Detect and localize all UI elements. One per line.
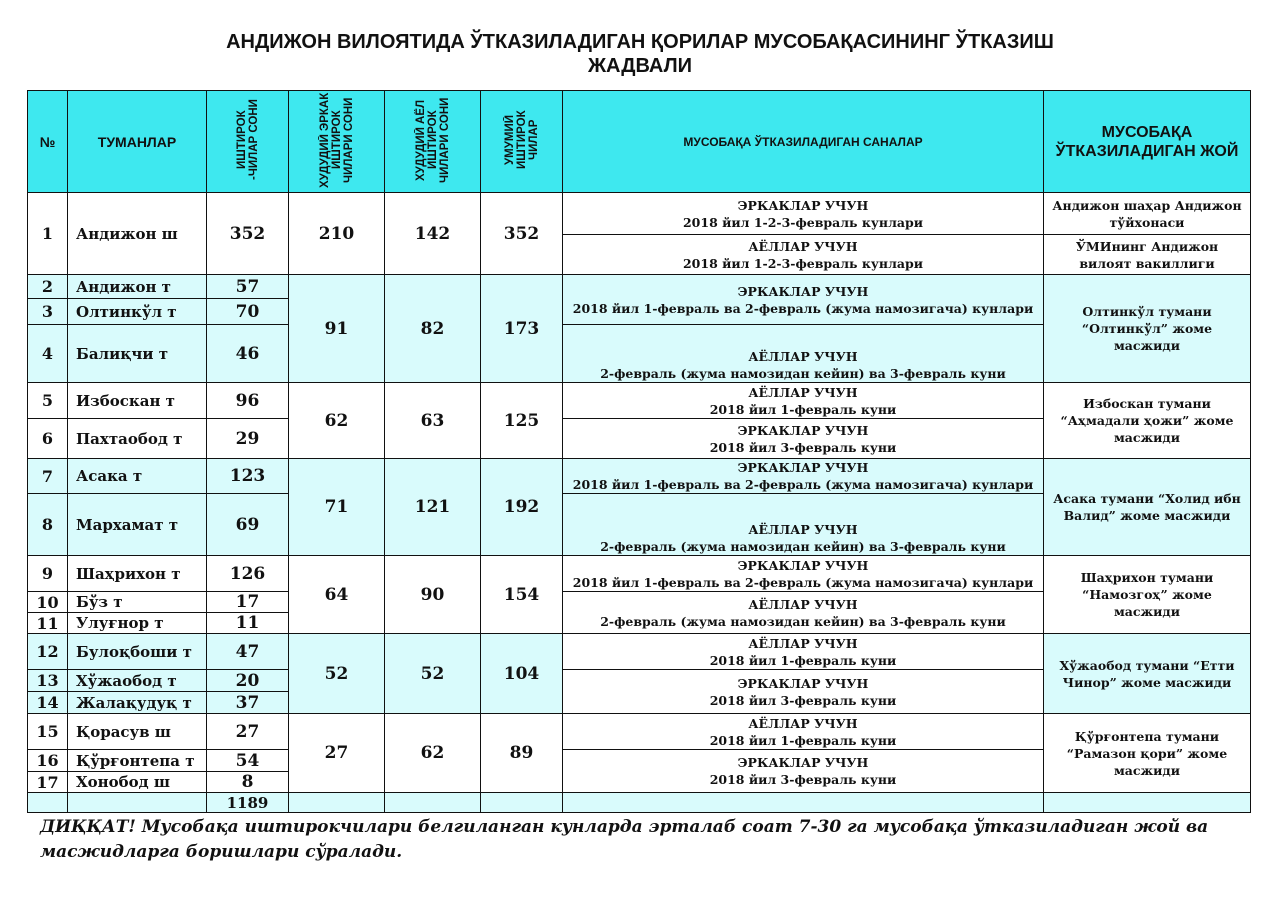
table-row <box>28 714 1251 750</box>
group-date: АЁЛЛАР УЧУН 2-февраль (жума намозидан кейин) ва 3-февраль куни <box>563 494 1044 556</box>
group-female: 82 <box>385 275 481 383</box>
group-female: 63 <box>385 383 481 459</box>
row-count: 20 <box>207 670 289 692</box>
group-date: АЁЛЛАР УЧУН 2018 йил 1-февраль куни <box>563 714 1044 750</box>
row-count: 126 <box>207 556 289 592</box>
row-district: Андижон ш <box>68 193 207 275</box>
header-female <box>385 91 481 193</box>
group-male: 210 <box>289 193 385 275</box>
group-total: 89 <box>481 714 563 793</box>
row-count: 11 <box>207 613 289 634</box>
header-total <box>481 91 563 193</box>
row-district: Пахтаобод т <box>68 419 207 459</box>
total-empty <box>1044 793 1251 813</box>
row-count: 352 <box>207 193 289 275</box>
group-male: 62 <box>289 383 385 459</box>
header-male <box>289 91 385 193</box>
group-male: 71 <box>289 459 385 556</box>
total-empty <box>289 793 385 813</box>
group-male: 91 <box>289 275 385 383</box>
row-num: 5 <box>28 383 68 419</box>
group-total: 104 <box>481 634 563 714</box>
document-title <box>0 30 1280 78</box>
row-num: 14 <box>28 692 68 714</box>
group-date: ЭРКАКЛАР УЧУН 2018 йил 1-2-3-февраль кунлари <box>563 193 1044 235</box>
group-place: Шаҳрихон тумани “Намозгоҳ” жоме масжиди <box>1044 556 1251 634</box>
group-date: ЭРКАКЛАР УЧУН 2018 йил 1-февраль ва 2-февраль (жума намозигача) кунлари <box>563 459 1044 494</box>
row-district: Жалақудуқ т <box>68 692 207 714</box>
title-line-1: АНДИЖОН ВИЛОЯТИДА ЎТКАЗИЛАДИГАН ҚОРИЛАР МУСОБАҚАСИНИНГ ЎТКАЗИШ <box>226 31 1054 53</box>
group-place: Олтинкўл тумани “Олтинкўл” жоме масжиди <box>1044 275 1251 383</box>
group-total: 192 <box>481 459 563 556</box>
table-row <box>28 556 1251 592</box>
table-row <box>28 383 1251 419</box>
group-date: ЭРКАКЛАР УЧУН 2018 йил 3-февраль куни <box>563 670 1044 714</box>
group-place: Асака тумани “Холид ибн Валид” жоме масжиди <box>1044 459 1251 556</box>
row-count: 70 <box>207 299 289 325</box>
header-district: ТУМАНЛАР <box>68 91 207 193</box>
row-district: Қорасув ш <box>68 714 207 750</box>
row-count: 37 <box>207 692 289 714</box>
group-male: 64 <box>289 556 385 634</box>
row-count: 46 <box>207 325 289 383</box>
row-district: Қўрғонтепа т <box>68 750 207 772</box>
schedule-table <box>27 90 1251 813</box>
total-empty <box>563 793 1044 813</box>
row-num: 9 <box>28 556 68 592</box>
group-date: АЁЛЛАР УЧУН 2018 йил 1-2-3-февраль кунлари <box>563 235 1044 275</box>
group-male: 52 <box>289 634 385 714</box>
row-district: Балиқчи т <box>68 325 207 383</box>
group-total: 125 <box>481 383 563 459</box>
group-date: ЭРКАКЛАР УЧУН 2018 йил 1-февраль ва 2-февраль (жума намозигача) кунлари <box>563 275 1044 325</box>
header-male-text: ХУДУДИЙ ЭРКАК ИШТИРОК ЧИЛАРИ СОНИ <box>318 92 355 188</box>
group-female: 142 <box>385 193 481 275</box>
group-female: 121 <box>385 459 481 556</box>
header-place: МУСОБАҚА ЎТКАЗИЛАДИГАН ЖОЙ <box>1044 91 1251 193</box>
row-num: 8 <box>28 494 68 556</box>
row-count: 54 <box>207 750 289 772</box>
group-place: ЎМИнинг Андижон вилоят вакиллиги <box>1044 235 1251 275</box>
row-count: 17 <box>207 592 289 613</box>
row-district: Булоқбоши т <box>68 634 207 670</box>
row-district: Асака т <box>68 459 207 494</box>
header-participants <box>207 91 289 193</box>
total-empty <box>68 793 207 813</box>
header-num: № <box>28 91 68 193</box>
group-female: 52 <box>385 634 481 714</box>
table-row <box>28 193 1251 235</box>
row-num: 1 <box>28 193 68 275</box>
group-place: Андижон шаҳар Андижон тўйхонаси <box>1044 193 1251 235</box>
group-date: АЁЛЛАР УЧУН 2-февраль (жума намозидан кейин) ва 3-февраль куни <box>563 592 1044 634</box>
row-district: Олтинкўл т <box>68 299 207 325</box>
row-num: 4 <box>28 325 68 383</box>
total-row <box>28 793 1251 813</box>
row-count: 96 <box>207 383 289 419</box>
row-count: 29 <box>207 419 289 459</box>
row-district: Бўз т <box>68 592 207 613</box>
total-empty <box>28 793 68 813</box>
header-dates: МУСОБАҚА ЎТКАЗИЛАДИГАН САНАЛАР <box>563 91 1044 193</box>
row-num: 10 <box>28 592 68 613</box>
group-date: АЁЛЛАР УЧУН 2018 йил 1-февраль куни <box>563 634 1044 670</box>
row-district: Улуғнор т <box>68 613 207 634</box>
total-empty <box>385 793 481 813</box>
group-date: ЭРКАКЛАР УЧУН 2018 йил 3-февраль куни <box>563 750 1044 793</box>
grand-total: 1189 <box>207 793 289 813</box>
row-count: 57 <box>207 275 289 299</box>
group-place: Хўжаобод тумани “Етти Чинор” жоме масжиди <box>1044 634 1251 714</box>
group-female: 90 <box>385 556 481 634</box>
group-place: Избоскан тумани “Аҳмадали ҳожи” жоме масжиди <box>1044 383 1251 459</box>
header-row <box>28 91 1251 193</box>
header-participants-text: ИШТИРОК -ЧИЛАР СОНИ <box>235 99 260 181</box>
row-district: Избоскан т <box>68 383 207 419</box>
total-empty <box>481 793 563 813</box>
row-num: 17 <box>28 772 68 793</box>
row-count: 47 <box>207 634 289 670</box>
row-count: 69 <box>207 494 289 556</box>
row-district: Мархамат т <box>68 494 207 556</box>
row-num: 16 <box>28 750 68 772</box>
row-num: 15 <box>28 714 68 750</box>
table-row <box>28 459 1251 494</box>
row-count: 123 <box>207 459 289 494</box>
group-total: 352 <box>481 193 563 275</box>
row-count: 27 <box>207 714 289 750</box>
row-num: 6 <box>28 419 68 459</box>
row-district: Хўжаобод т <box>68 670 207 692</box>
row-num: 13 <box>28 670 68 692</box>
group-date: ЭРКАКЛАР УЧУН 2018 йил 1-февраль ва 2-февраль (жума намозигача) кунлари <box>563 556 1044 592</box>
group-date: АЁЛЛАР УЧУН 2018 йил 1-февраль куни <box>563 383 1044 419</box>
row-num: 7 <box>28 459 68 494</box>
row-district: Андижон т <box>68 275 207 299</box>
title-line-2: ЖАДВАЛИ <box>587 55 693 77</box>
row-num: 12 <box>28 634 68 670</box>
group-date: ЭРКАКЛАР УЧУН 2018 йил 3-февраль куни <box>563 419 1044 459</box>
row-num: 11 <box>28 613 68 634</box>
row-num: 2 <box>28 275 68 299</box>
group-date: АЁЛЛАР УЧУН 2-февраль (жума намозидан кейин) ва 3-февраль куни <box>563 325 1044 383</box>
table-row <box>28 634 1251 670</box>
header-female-text: ХУДУДИЙ АЁЛ ИШТИРОК ЧИЛАРИ СОНИ <box>414 97 451 183</box>
group-place: Қўрғонтепа тумани “Рамазон қори” жоме масжиди <box>1044 714 1251 793</box>
header-total-text: УМУМИЙ ИШТИРОК ЧИЛАР <box>503 110 540 170</box>
group-total: 173 <box>481 275 563 383</box>
row-district: Шаҳрихон т <box>68 556 207 592</box>
row-count: 8 <box>207 772 289 793</box>
group-female: 62 <box>385 714 481 793</box>
notice-text: ДИҚҚАТ! Мусобақа иштирокчилари белгиланган кунларда эрталаб соат 7-30 га мусобақа ўтказиладиган жой ва масжидларга боришлари сўралади. <box>40 817 1209 862</box>
row-district: Хонобод ш <box>68 772 207 793</box>
group-total: 154 <box>481 556 563 634</box>
row-num: 3 <box>28 299 68 325</box>
table-row <box>28 275 1251 299</box>
group-male: 27 <box>289 714 385 793</box>
